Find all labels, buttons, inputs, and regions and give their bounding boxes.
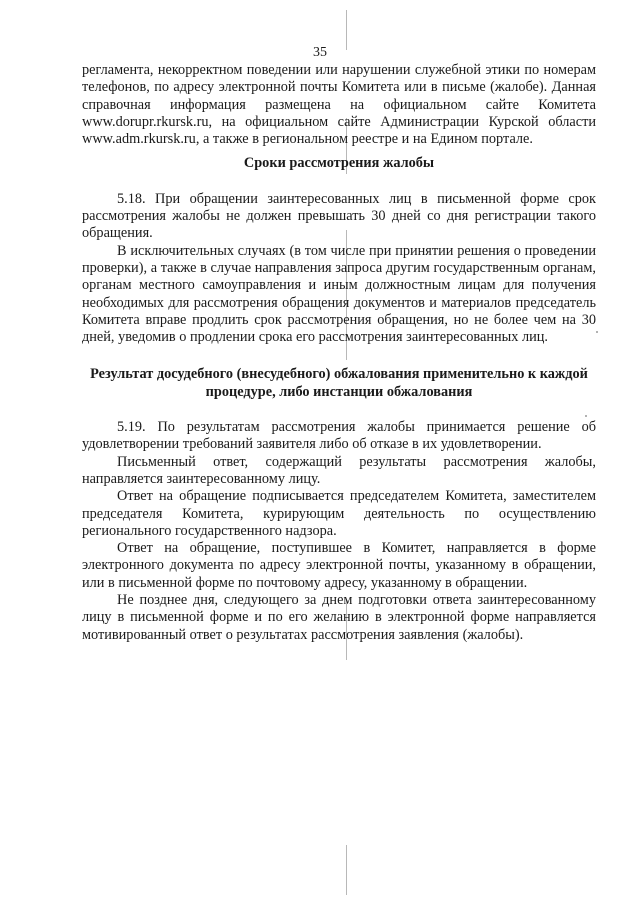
paragraph-deadline: Не позднее дня, следующего за днем подготовки ответа заинтересованному лицу в письменной форме и по его желанию в электронной форме направляется мотивированный ответ о результатах рассмотрения заявления (жалобы). bbox=[82, 592, 596, 643]
paragraph-exceptions: В исключительных случаях (в том числе при принятии решения о проведении проверки), а также в случае направления запроса другим государственным органам, органам местного самоуправления и иным должностным лицам для получения необходимых для рассмотрения обращения документов и материалов председатель Комитета вправе продлить срок рассмотрения обращения, но не более чем на 30 дней, уведомив о продлении срока его рассмотрения заинтересованных лиц. bbox=[82, 242, 596, 346]
paragraph-written-answer: Письменный ответ, содержащий результаты рассмотрения жалобы, направляется заинтересованному лицу. bbox=[82, 453, 596, 487]
scan-artifact-line bbox=[346, 845, 347, 895]
paragraph-5-18: 5.18. При обращении заинтересованных лиц в письменной форме срок рассмотрения жалобы не должен превышать 30 дней со дня регистрации такого обращения. bbox=[82, 190, 596, 242]
heading-review-terms: Сроки рассмотрения жалобы bbox=[243, 155, 435, 172]
heading-appeal-result: Результат досудебного (внесудебного) обжалования применительно к каждой процедуре, либо инстанции обжалования bbox=[90, 366, 588, 400]
paragraph-5-19: 5.19. По результатам рассмотрения жалобы принимается решение об удовлетворении требований заявителя либо об отказе в их удовлетворении. bbox=[82, 419, 596, 453]
paragraph-signed-by: Ответ на обращение подписывается председателем Комитета, заместителем председателя Комитета, курирующим деятельность по осуществлению регионального государственного надзора. bbox=[82, 488, 596, 539]
paragraph-electronic-answer: Ответ на обращение, поступившее в Комитет, направляется в форме электронного документа по адресу электронной почты, указанному в обращении, или в письменной форме по почтовому адресу, указанному в обращении. bbox=[82, 540, 596, 591]
document-body bbox=[82, 62, 596, 644]
scan-artifact-speck bbox=[596, 331, 598, 333]
paragraph-reference-info: регламента, некорректном поведении или нарушении служебной этики по номерам телефонов, по адресу электронной почты Комитета или в письме (жалобе). Данная справочная информация размещена на официальном сайте Комитета www.dorupr.rkursk.ru, на официальном сайте Администрации Курской области www.adm.rkursk.ru, а также в региональном реестре и на Едином портале. bbox=[82, 62, 596, 148]
page-number: 35 bbox=[313, 45, 327, 60]
